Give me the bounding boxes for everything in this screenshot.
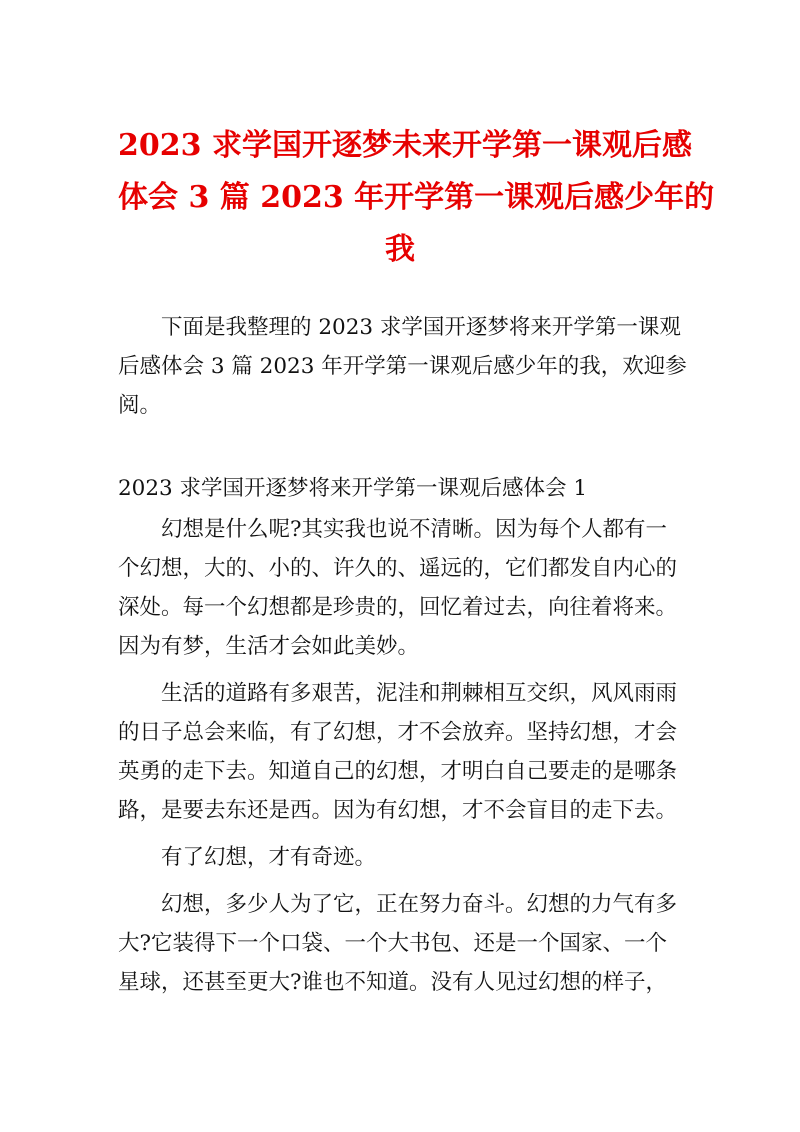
body-paragraph-1 bbox=[118, 510, 682, 666]
p4-line-3: 星球，还甚至更大?谁也不知道。没有人见过幻想的样子， bbox=[118, 970, 668, 995]
p4-line-1: 幻想，多少人为了它，正在努力奋斗。幻想的力气有多 bbox=[161, 892, 678, 917]
p2-line-4: 路，是要去东还是西。因为有幻想，才不会盲目的走下去。 bbox=[118, 798, 678, 823]
intro-line-2: 后感体会 3 篇 2023 年开学第一课观后感少年的我，欢迎参 bbox=[118, 354, 687, 379]
title-line-1: 2023 求学国开逐梦未来开学第一课观后感 bbox=[118, 128, 692, 163]
p3-line-1: 有了幻想，才有奇迹。 bbox=[161, 845, 377, 870]
p1-line-3: 深处。每一个幻想都是珍贵的，回忆着过去，向往着将来。 bbox=[118, 595, 678, 620]
p2-line-2: 的日子总会来临，有了幻想，才不会放弃。坚持幻想，才会 bbox=[118, 720, 678, 745]
body-paragraph-2 bbox=[118, 674, 682, 830]
intro-paragraph bbox=[118, 308, 687, 425]
p1-line-1: 幻想是什么呢?其实我也说不清晰。因为每个人都有一 bbox=[161, 517, 668, 542]
title-line-2: 体会 3 篇 2023 年开学第一课观后感少年的 bbox=[118, 180, 715, 215]
section-heading: 2023 求学国开逐梦将来开学第一课观后感体会 1 bbox=[118, 476, 588, 501]
document-title bbox=[118, 120, 715, 276]
title-line-3: 我 bbox=[385, 232, 415, 267]
p1-line-4: 因为有梦，生活才会如此美妙。 bbox=[118, 634, 420, 659]
p2-line-3: 英勇的走下去。知道自己的幻想，才明白自己要走的是哪条 bbox=[118, 759, 678, 784]
p4-line-2: 大?它装得下一个口袋、一个大书包、还是一个国家、一个 bbox=[118, 931, 668, 956]
intro-line-3: 阅。 bbox=[118, 393, 162, 418]
body-paragraph-4 bbox=[118, 885, 682, 1002]
p1-line-2: 个幻想，大的、小的、许久的、遥远的，它们都发自内心的 bbox=[118, 556, 678, 581]
p2-line-1: 生活的道路有多艰苦，泥洼和荆棘相互交织，风风雨雨 bbox=[161, 681, 678, 706]
body-paragraph-3 bbox=[118, 838, 682, 877]
intro-line-1: 下面是我整理的 2023 求学国开逐梦将来开学第一课观 bbox=[161, 315, 681, 340]
